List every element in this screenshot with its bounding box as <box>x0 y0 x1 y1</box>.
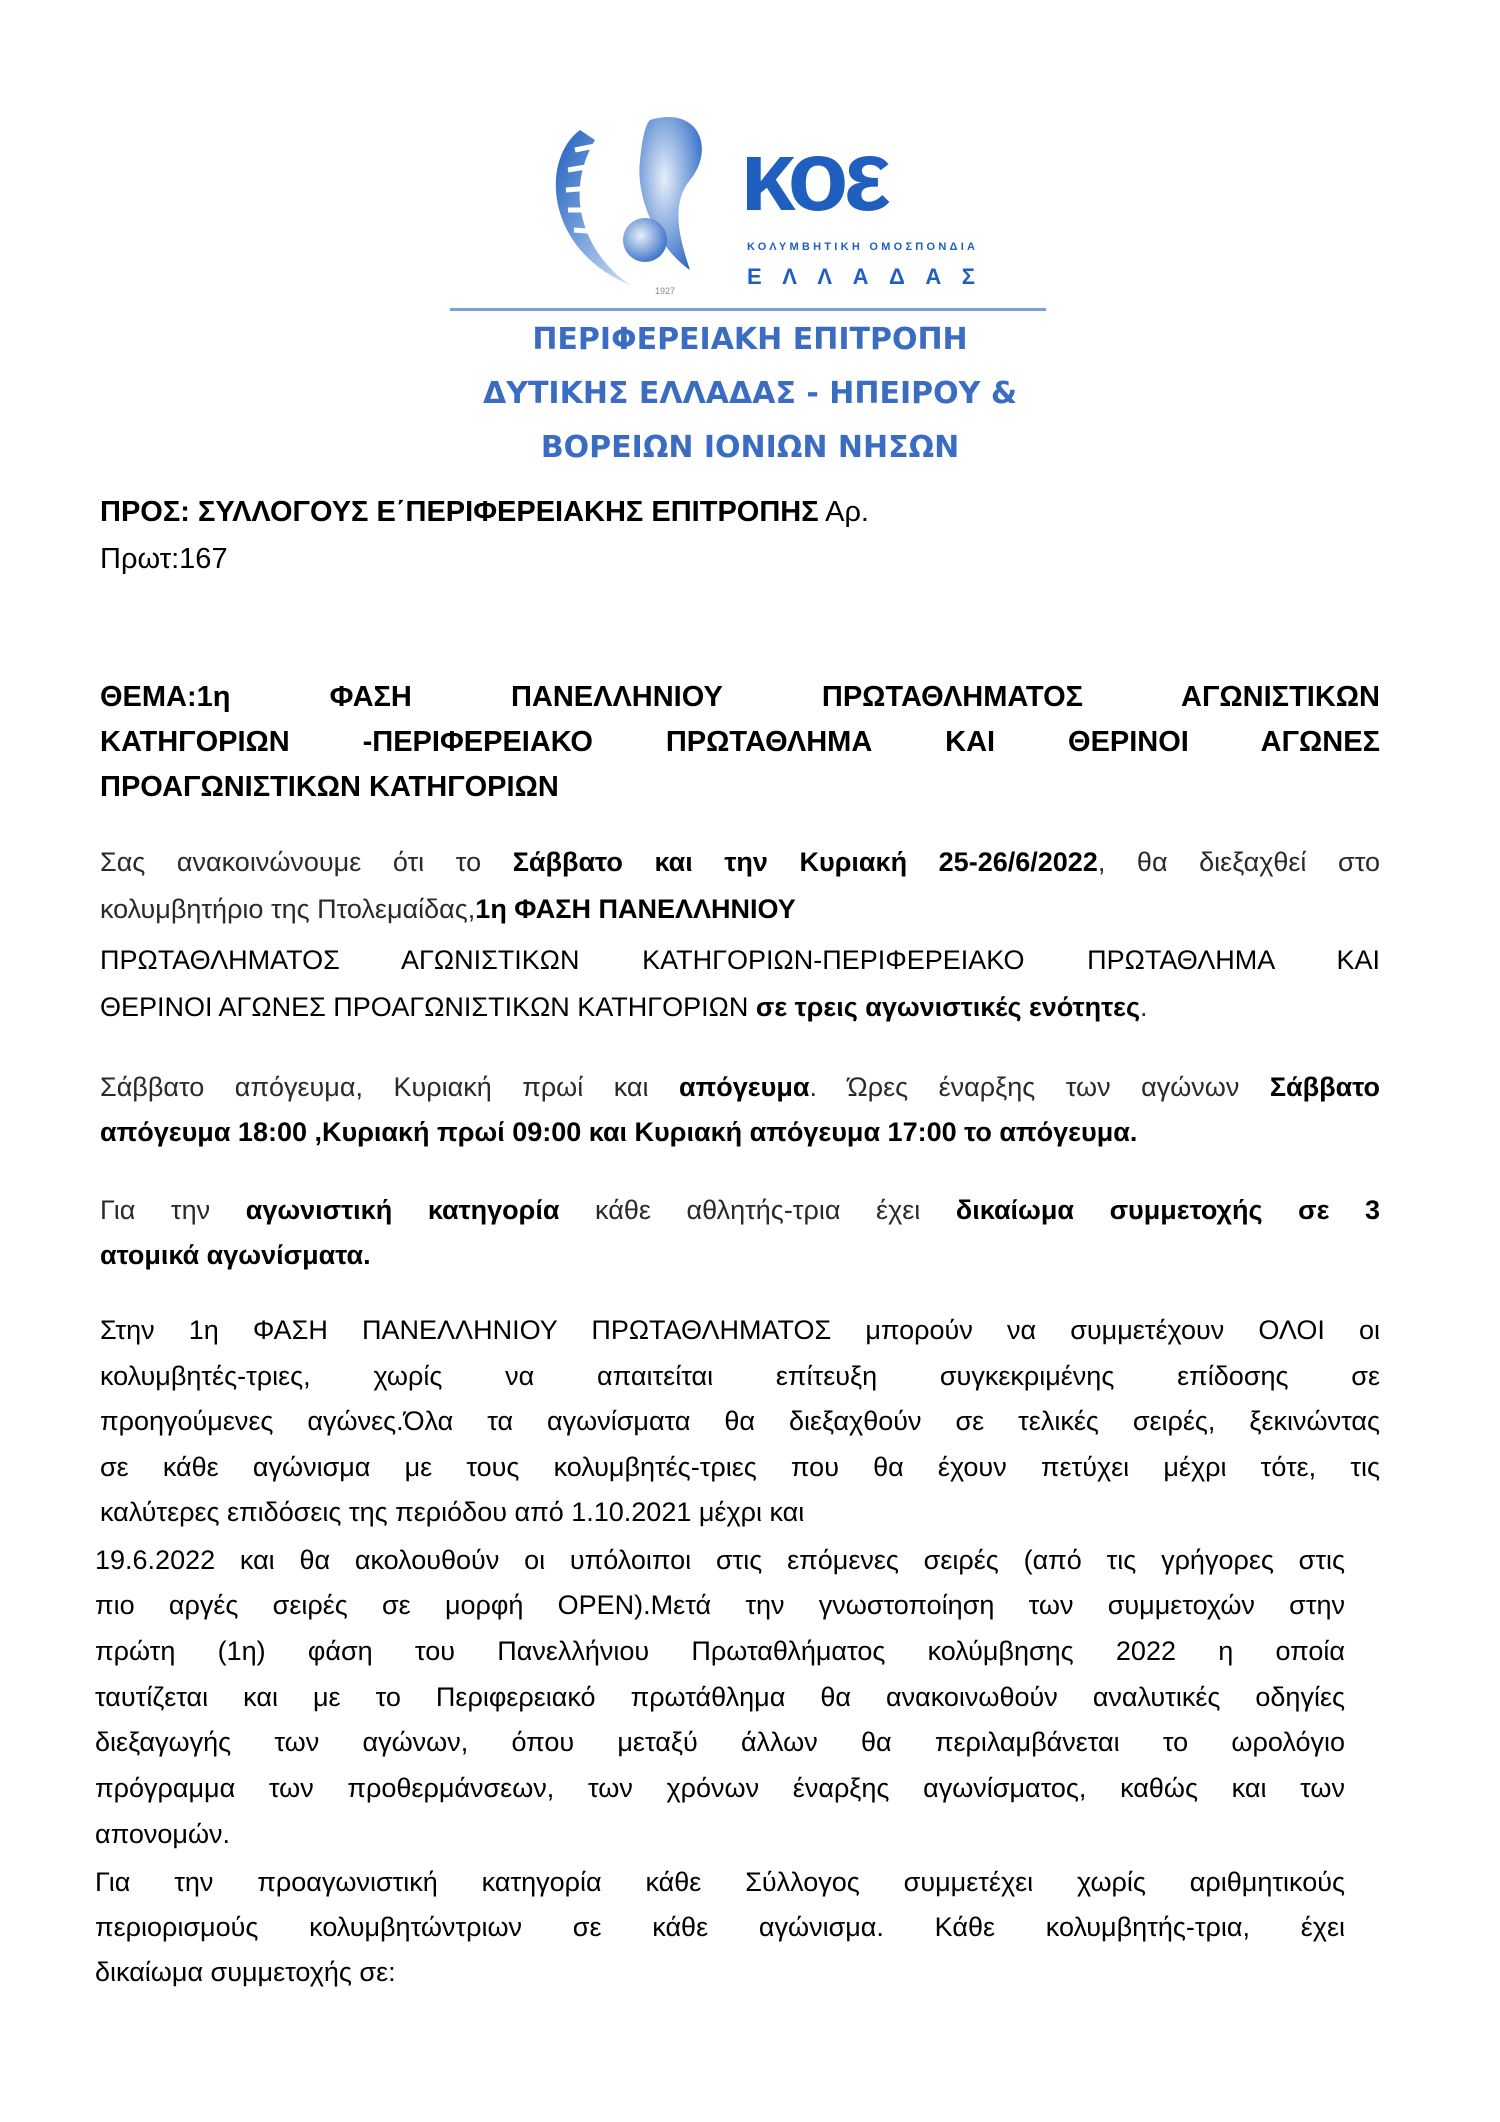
body-text-line <box>95 1860 1345 1905</box>
body-text-line <box>95 1583 1345 1628</box>
text-segment: Στην 1η ΦΑΣΗ ΠΑΝΕΛΛΗΝΙΟΥ ΠΡΩΤΑΘΛΗΜΑΤΟΣ μπορούν να συμμετέχουν ΟΛΟΙ οι <box>100 1315 1380 1345</box>
bold-text: απόγευμα <box>679 1072 810 1102</box>
subject-line <box>100 765 1000 810</box>
text-segment: Σας ανακοινώνουμε ότι το <box>100 847 513 877</box>
body-text-line <box>100 1445 1380 1490</box>
body-text-line <box>100 1065 1380 1110</box>
text-segment: κολυμβητές-τριες, χωρίς να απαιτείται επίτευξη συγκεκριμένης επίδοσης σε <box>100 1361 1380 1391</box>
text-segment: απονομών. <box>95 1819 231 1849</box>
bold-text: ΚΑΤΗΓΟΡΙΩΝ -ΠΕΡΙΦΕΡΕΙΑΚΟ ΠΡΩΤΑΘΛΗΜΑ ΚΑΙ ΘΕΡΙΝΟΙ ΑΓΩΝΕΣ <box>100 726 1380 758</box>
text-segment: 19.6.2022 και θα ακολουθούν οι υπόλοιποι στις επόμενες σειρές (από τις γρήγορες στις <box>95 1545 1345 1575</box>
body-text-line <box>95 1675 1345 1720</box>
body-text-line <box>95 1720 1345 1765</box>
subject-line <box>100 720 1380 765</box>
logo-federation-line2: ΕΛΛΑΔΑΣ <box>747 264 975 289</box>
text-segment: πρόγραμμα των προθερμάνσεων, των χρόνων έναρξης αγωνίσματος, καθώς και των <box>95 1773 1345 1803</box>
text-segment: ΘΕΡΙΝΟΙ ΑΓΩΝΕΣ ΠΡΟΑΓΩΝΙΣΤΙΚΩΝ ΚΑΤΗΓΟΡΙΩΝ <box>100 992 756 1022</box>
text-segment: προηγούμενες αγώνες.Όλα τα αγωνίσματα θα διεξαχθούν σε τελικές σειρές, ξεκινώντας <box>100 1406 1380 1436</box>
bold-text: ΠΡΟΑΓΩΝΙΣΤΙΚΩΝ ΚΑΤΗΓΟΡΙΩΝ <box>100 771 559 803</box>
bold-text: Σάββατο <box>1269 1072 1380 1102</box>
text-segment: καλύτερες επιδόσεις της περιόδου από 1.10.2021 μέχρι και <box>100 1497 805 1527</box>
bold-text: ΠΡΟΣ: ΣΥΛΛΟΓΟΥΣ Ε΄ΠΕΡΙΦΕΡΕΙΑΚΗΣ ΕΠΙΤΡΟΠΗΣ <box>100 496 819 528</box>
body-text-line <box>100 1233 700 1278</box>
text-segment: σε κάθε αγώνισμα με τους κολυμβητές-τριες που θα έχουν πετύχει μέχρι τότε, τις <box>100 1452 1380 1482</box>
subject-line <box>100 675 1380 720</box>
text-segment: περιορισμούς κολυμβητώντριων σε κάθε αγώνισμα. Κάθε κολυμβητής-τρια, έχει <box>95 1912 1345 1942</box>
body-text-line <box>95 1905 1345 1950</box>
bold-text: Σάββατο και την Κυριακή 25-26/6/2022 <box>512 847 1098 877</box>
body-text-line <box>100 1188 1380 1233</box>
bold-text: απόγευμα 18:00 ,Κυριακή πρωί 09:00 και Κυριακή απόγευμα 17:00 το απόγευμα. <box>100 1117 1138 1147</box>
bold-text: 1η ΦΑΣΗ ΠΑΝΕΛΛΗΝΙΟΥ <box>475 894 796 924</box>
body-text-line <box>100 840 1380 885</box>
committee-line-1: ΠΕΡΙΦΕΡΕΙΑΚΗ ΕΠΙΤΡΟΠΗ <box>532 322 968 357</box>
body-text-line <box>100 1490 1000 1535</box>
body-text-line <box>100 1354 1380 1399</box>
text-segment: ταυτίζεται και με το Περιφερειακό πρωτάθλημα θα ανακοινωθούν αναλυτικές οδηγίες <box>95 1682 1345 1712</box>
bold-text: σε τρεις αγωνιστικές ενότητες <box>755 992 1141 1022</box>
text-segment: δικαίωμα συμμετοχής σε: <box>95 1957 396 1987</box>
text-segment: πρώτη (1η) φάση του Πανελλήνιου Πρωταθλήματος κολύμβησης 2022 η οποία <box>95 1636 1345 1666</box>
committee-line-2: ΔΥΤΙΚΗΣ ΕΛΛΑΔΑΣ - ΗΠΕΙΡΟΥ & <box>483 376 1017 411</box>
text-segment: Για την προαγωνιστική κατηγορία κάθε Σύλλογος συμμετέχει χωρίς αριθμητικούς <box>95 1867 1345 1897</box>
body-text-line <box>100 1308 1380 1353</box>
text-segment: ΠΡΩΤΑΘΛΗΜΑΤΟΣ ΑΓΩΝΙΣΤΙΚΩΝ ΚΑΤΗΓΟΡΙΩΝ-ΠΕΡΙΦΕΡΕΙΑΚΟ ΠΡΩΤΑΘΛΗΜΑ ΚΑΙ <box>100 945 1380 975</box>
body-text-line <box>95 1538 1345 1583</box>
recipient-line <box>100 490 1100 535</box>
body-text-line <box>95 1766 1345 1811</box>
text-segment: Αρ. <box>818 496 869 528</box>
text-segment: Πρωτ:167 <box>100 543 228 575</box>
text-segment: . <box>1140 992 1148 1022</box>
text-segment: Για την <box>100 1195 246 1225</box>
swimmer-emblem-icon <box>540 110 1000 300</box>
header-divider <box>450 308 1046 311</box>
recipient-line <box>100 537 500 582</box>
koe-logo <box>540 110 1000 300</box>
text-segment: διεξαγωγής των αγώνων, όπου μεταξύ άλλων θα περιλαμβάνεται το ωρολόγιο <box>95 1727 1345 1757</box>
text-segment: κάθε αθλητής-τρια έχει <box>559 1195 956 1225</box>
text-segment: κολυμβητήριο της Πτολεμαίδας, <box>100 894 476 924</box>
body-text-line <box>95 1950 695 1995</box>
body-text-line <box>100 985 1200 1030</box>
body-text-line <box>95 1812 495 1857</box>
body-text-line <box>100 938 1380 983</box>
text-segment: , θα διεξαχθεί στο <box>1097 847 1380 877</box>
bold-text: δικαίωμα συμμετοχής σε 3 <box>955 1195 1381 1225</box>
document-body <box>95 490 1381 1995</box>
bold-text: αγωνιστική κατηγορία <box>245 1195 560 1225</box>
body-text-line <box>95 1629 1345 1674</box>
body-text-line <box>100 1399 1380 1444</box>
body-text-line <box>100 1110 1250 1155</box>
bold-text: ΘΕΜΑ:1η ΦΑΣΗ ΠΑΝΕΛΛΗΝΙΟΥ ΠΡΩΤΑΘΛΗΜΑΤΟΣ ΑΓΩΝΙΣΤΙΚΩΝ <box>100 681 1380 713</box>
text-segment: πιο αργές σειρές σε μορφή OPEN).Μετά την γνωστοποίηση των συμμετοχών στην <box>95 1590 1345 1620</box>
text-segment: . Ώρες έναρξης των αγώνων <box>809 1072 1270 1102</box>
text-segment: Σάββατο απόγευμα, Κυριακή πρωί και <box>100 1072 680 1102</box>
logo-year: 1927 <box>655 286 676 296</box>
logo-federation-line1: ΚΟΛΥΜΒΗΤΙΚΗ ΟΜΟΣΠΟΝΔΙΑ <box>747 241 975 253</box>
body-text-line <box>100 887 1100 932</box>
committee-line-3: ΒΟΡΕΙΩΝ ΙΟΝΙΩΝ ΝΗΣΩΝ <box>540 430 960 465</box>
logo-acronym: κοε <box>740 120 886 232</box>
bold-text: ατομικά αγωνίσματα. <box>100 1240 371 1270</box>
